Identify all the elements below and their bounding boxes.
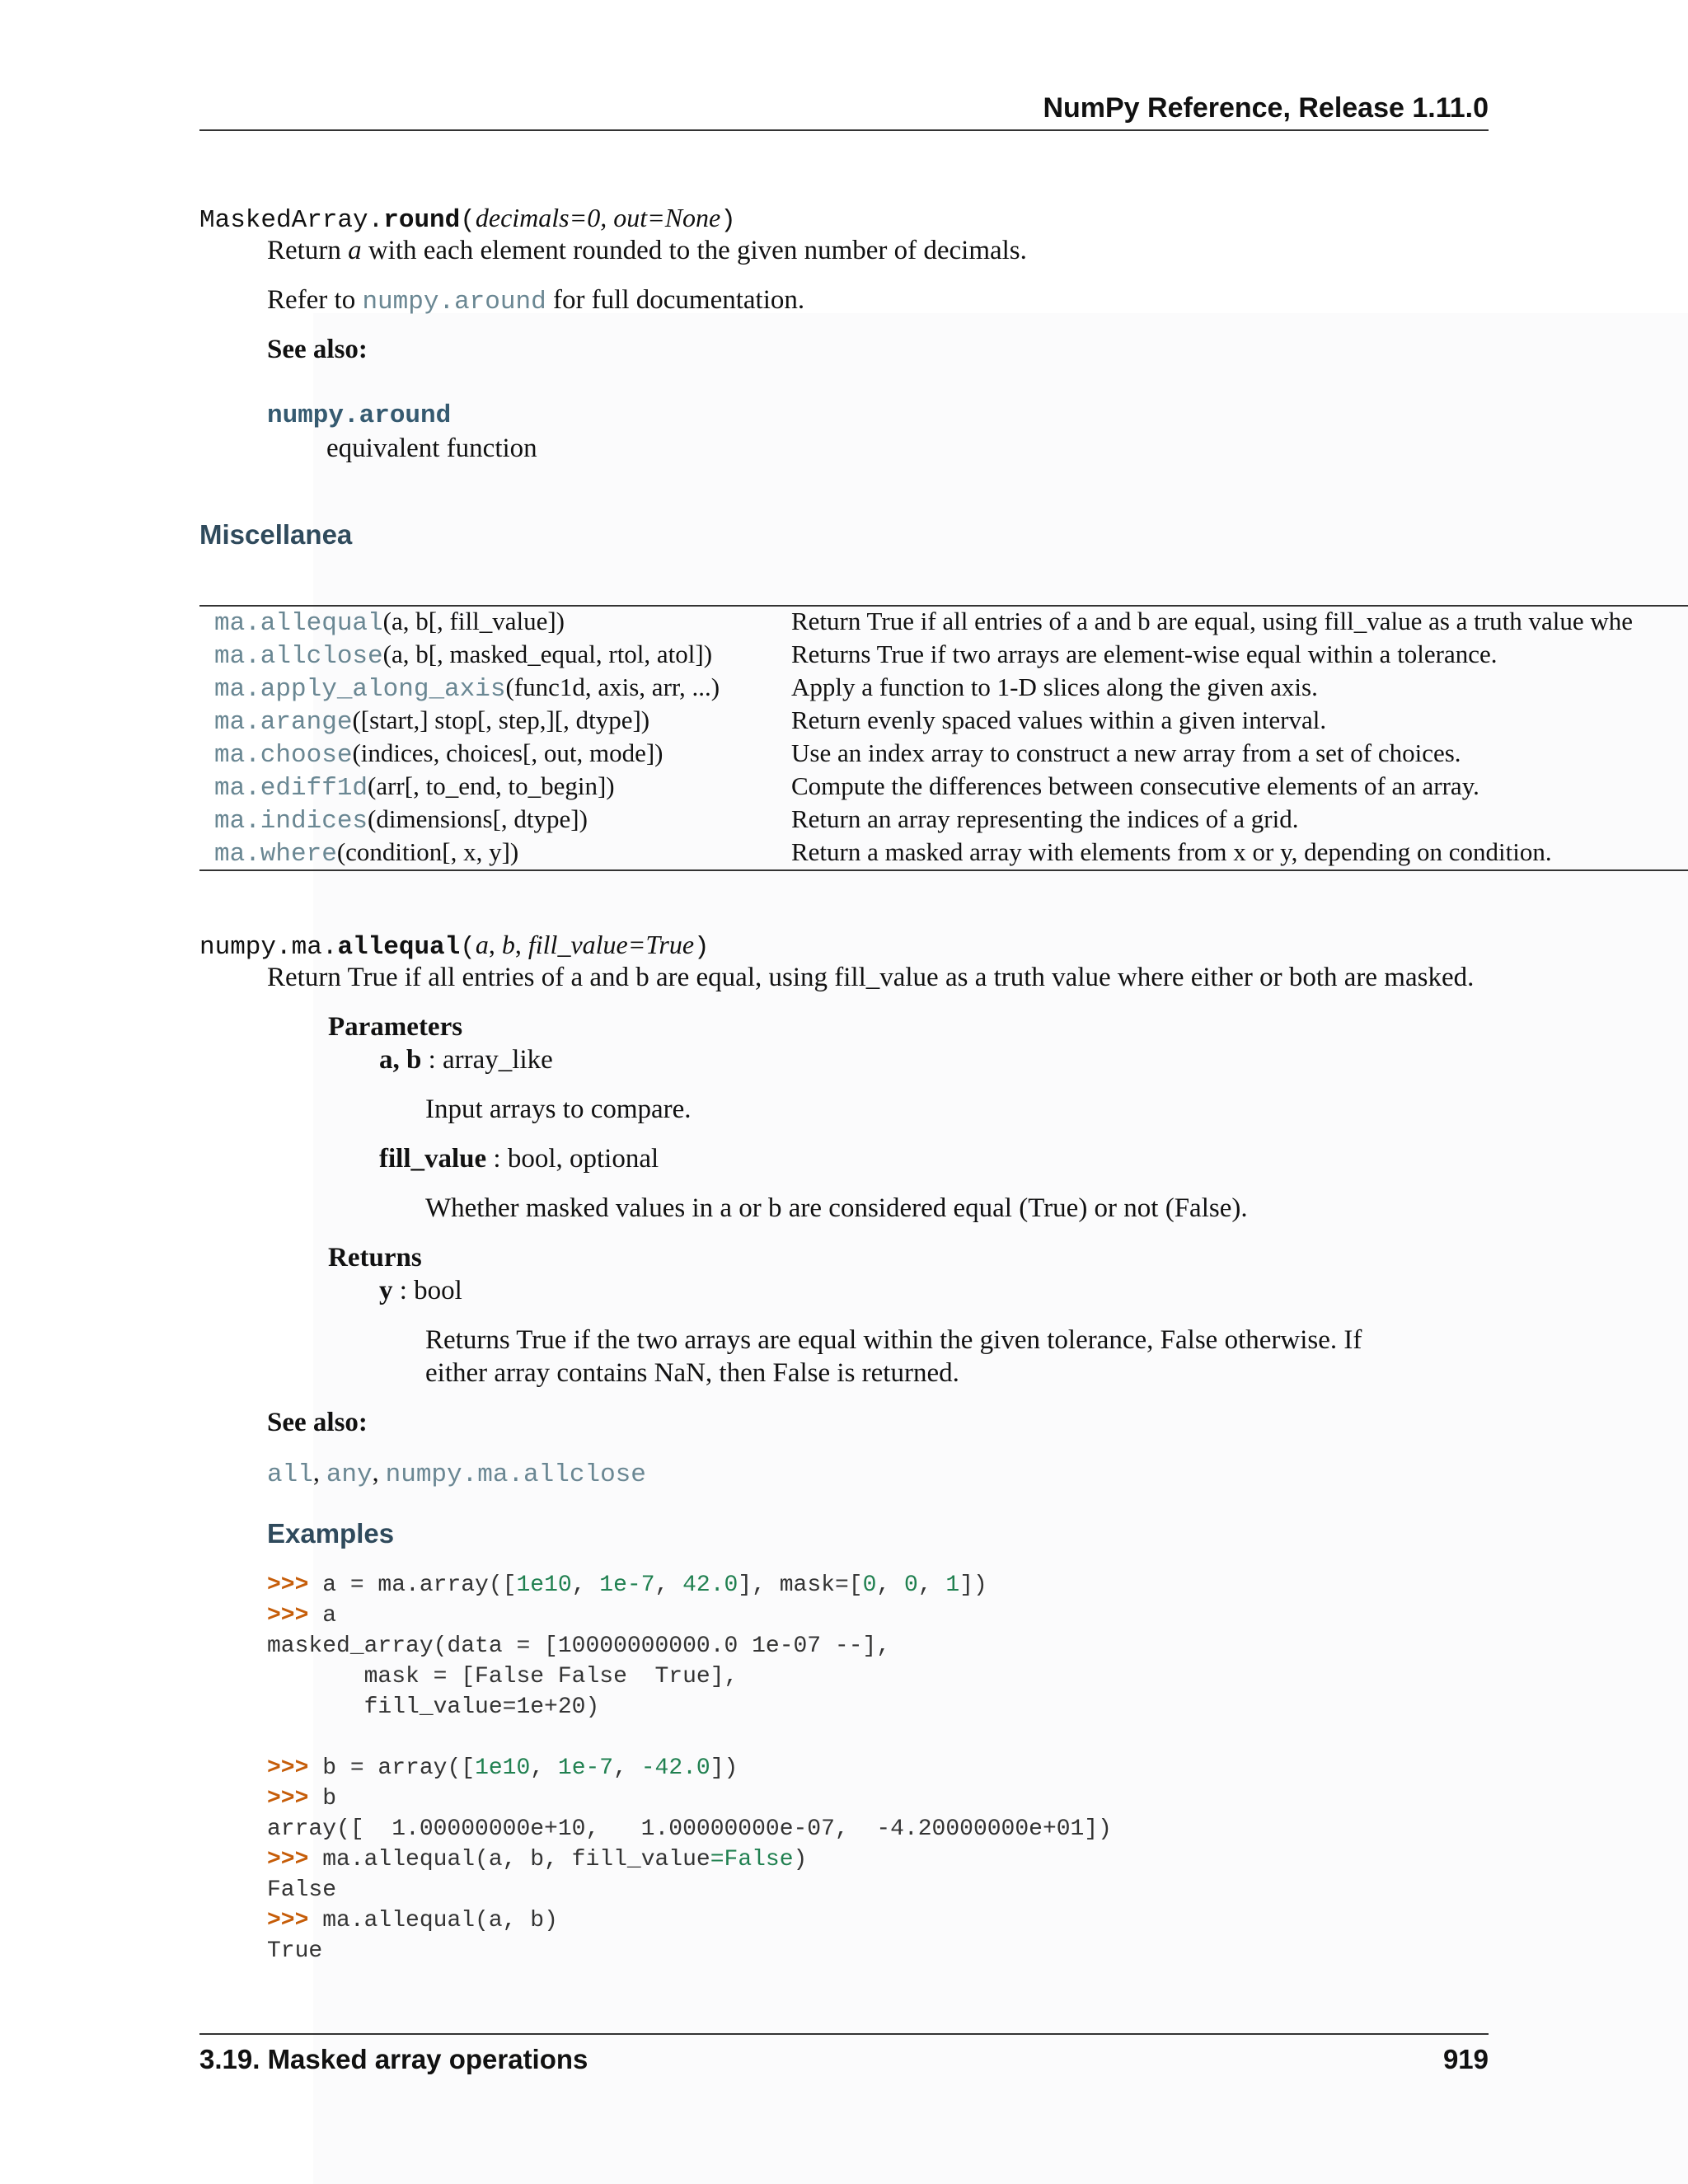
return-description-line1: Returns True if the two arrays are equal within the given tolerance, False otherwise. If <box>425 1325 1362 1355</box>
page-number: 919 <box>1442 2044 1489 2074</box>
table-row: ma.ediff1d(arr[, to_end, to_begin]) Compute the differences between consecutive elements of an array. <box>214 771 1479 803</box>
see-also-description: equivalent function <box>326 434 537 463</box>
table-row: ma.where(condition[, x, y]) Return a masked array with elements from x or y, depending on condition. <box>214 837 1552 869</box>
table-row: ma.allequal(a, b[, fill_value]) Return True if all entries of a and b are equal, using fill_value as a truth value whe <box>214 607 1633 638</box>
choose-link[interactable]: ma.choose <box>214 741 353 770</box>
code-output: fill_value=1e+20) <box>267 1694 600 1720</box>
return-description-line2: either array contains NaN, then False is returned. <box>425 1358 959 1388</box>
param-a-b-description: Input arrays to compare. <box>425 1094 692 1124</box>
round-see-also-label: See also: <box>267 335 368 364</box>
table-row: ma.arange([start,] stop[, step,][, dtype]) Return evenly spaced values within a given interval. <box>214 705 1327 737</box>
round-signature: MaskedArray.round(decimals=0, out=None) <box>199 203 736 235</box>
table-row: ma.choose(indices, choices[, out, mode]) Use an index array to construct a new array from a set of choices. <box>214 738 1461 770</box>
any-link[interactable]: any <box>326 1460 373 1489</box>
allclose-link[interactable]: ma.allclose <box>214 642 383 671</box>
code-output: False <box>267 1877 337 1903</box>
see-also-links: all, any, numpy.ma.allclose <box>267 1457 646 1489</box>
indices-link[interactable]: ma.indices <box>214 807 368 836</box>
code-line: >>> b = array([1e10, 1e-7, -42.0]) <box>267 1755 738 1781</box>
param-fill-value: fill_value : bool, optional <box>379 1144 659 1174</box>
table-row: ma.apply_along_axis(func1d, axis, arr, ...) Apply a function to 1-D slices along the given axis. <box>214 673 1318 704</box>
footer-rule <box>199 2033 1489 2035</box>
allequal-signature: numpy.ma.allequal(a, b, fill_value=True) <box>199 930 710 962</box>
param-a-b: a, b : array_like <box>379 1045 553 1075</box>
apply-along-axis-link[interactable]: ma.apply_along_axis <box>214 675 506 704</box>
numpy-ma-allclose-link[interactable]: numpy.ma.allclose <box>385 1460 646 1489</box>
footer-section: 3.19. Masked array operations <box>199 2044 588 2074</box>
where-link[interactable]: ma.where <box>214 840 337 869</box>
miscellanea-heading: Miscellanea <box>199 519 353 550</box>
ediff1d-link[interactable]: ma.ediff1d <box>214 774 368 803</box>
code-line: >>> ma.allequal(a, b, fill_value=False) <box>267 1847 808 1872</box>
returns-label: Returns <box>328 1243 422 1272</box>
all-link[interactable]: all <box>267 1460 313 1489</box>
allequal-link[interactable]: ma.allequal <box>214 609 383 638</box>
table-bottom-rule <box>199 869 1688 871</box>
code-output: array([ 1.00000000e+10, 1.00000000e-07, -4.20000000e+01]) <box>267 1816 1112 1842</box>
page-background <box>313 313 1688 2184</box>
code-output: masked_array(data = [10000000000.0 1e-07 --], <box>267 1633 891 1659</box>
allequal-description: Return True if all entries of a and b are equal, using fill_value as a truth value where either or both are masked. <box>267 963 1475 992</box>
allequal-see-also-label: See also: <box>267 1408 368 1437</box>
code-output: mask = [False False True], <box>267 1664 738 1690</box>
code-line: >>> ma.allequal(a, b) <box>267 1908 558 1933</box>
header-rule <box>199 129 1489 131</box>
return-y: y : bool <box>379 1276 462 1305</box>
see-also-numpy-around-link[interactable]: numpy.around <box>267 401 452 430</box>
numpy-around-link[interactable]: numpy.around <box>362 288 546 316</box>
arange-link[interactable]: ma.arange <box>214 708 353 737</box>
code-line: >>> b <box>267 1786 337 1811</box>
code-line: >>> a <box>267 1603 337 1629</box>
parameters-label: Parameters <box>328 1012 463 1042</box>
table-row: ma.indices(dimensions[, dtype]) Return an array representing the indices of a grid. <box>214 804 1299 836</box>
code-line: >>> a = ma.array([1e10, 1e-7, 42.0], mask=[0, 0, 1]) <box>267 1572 987 1598</box>
running-header: NumPy Reference, Release 1.11.0 <box>1043 92 1489 124</box>
round-refer: Refer to numpy.around for full documentation. <box>267 285 805 316</box>
param-fill-value-description: Whether masked values in a or b are considered equal (True) or not (False). <box>425 1193 1248 1223</box>
table-row: ma.allclose(a, b[, masked_equal, rtol, atol]) Returns True if two arrays are element-wise equal within a tolerance. <box>214 640 1498 671</box>
round-description: Return a with each element rounded to the given number of decimals. <box>267 236 1027 265</box>
code-output: True <box>267 1938 323 1964</box>
examples-heading: Examples <box>267 1518 395 1549</box>
